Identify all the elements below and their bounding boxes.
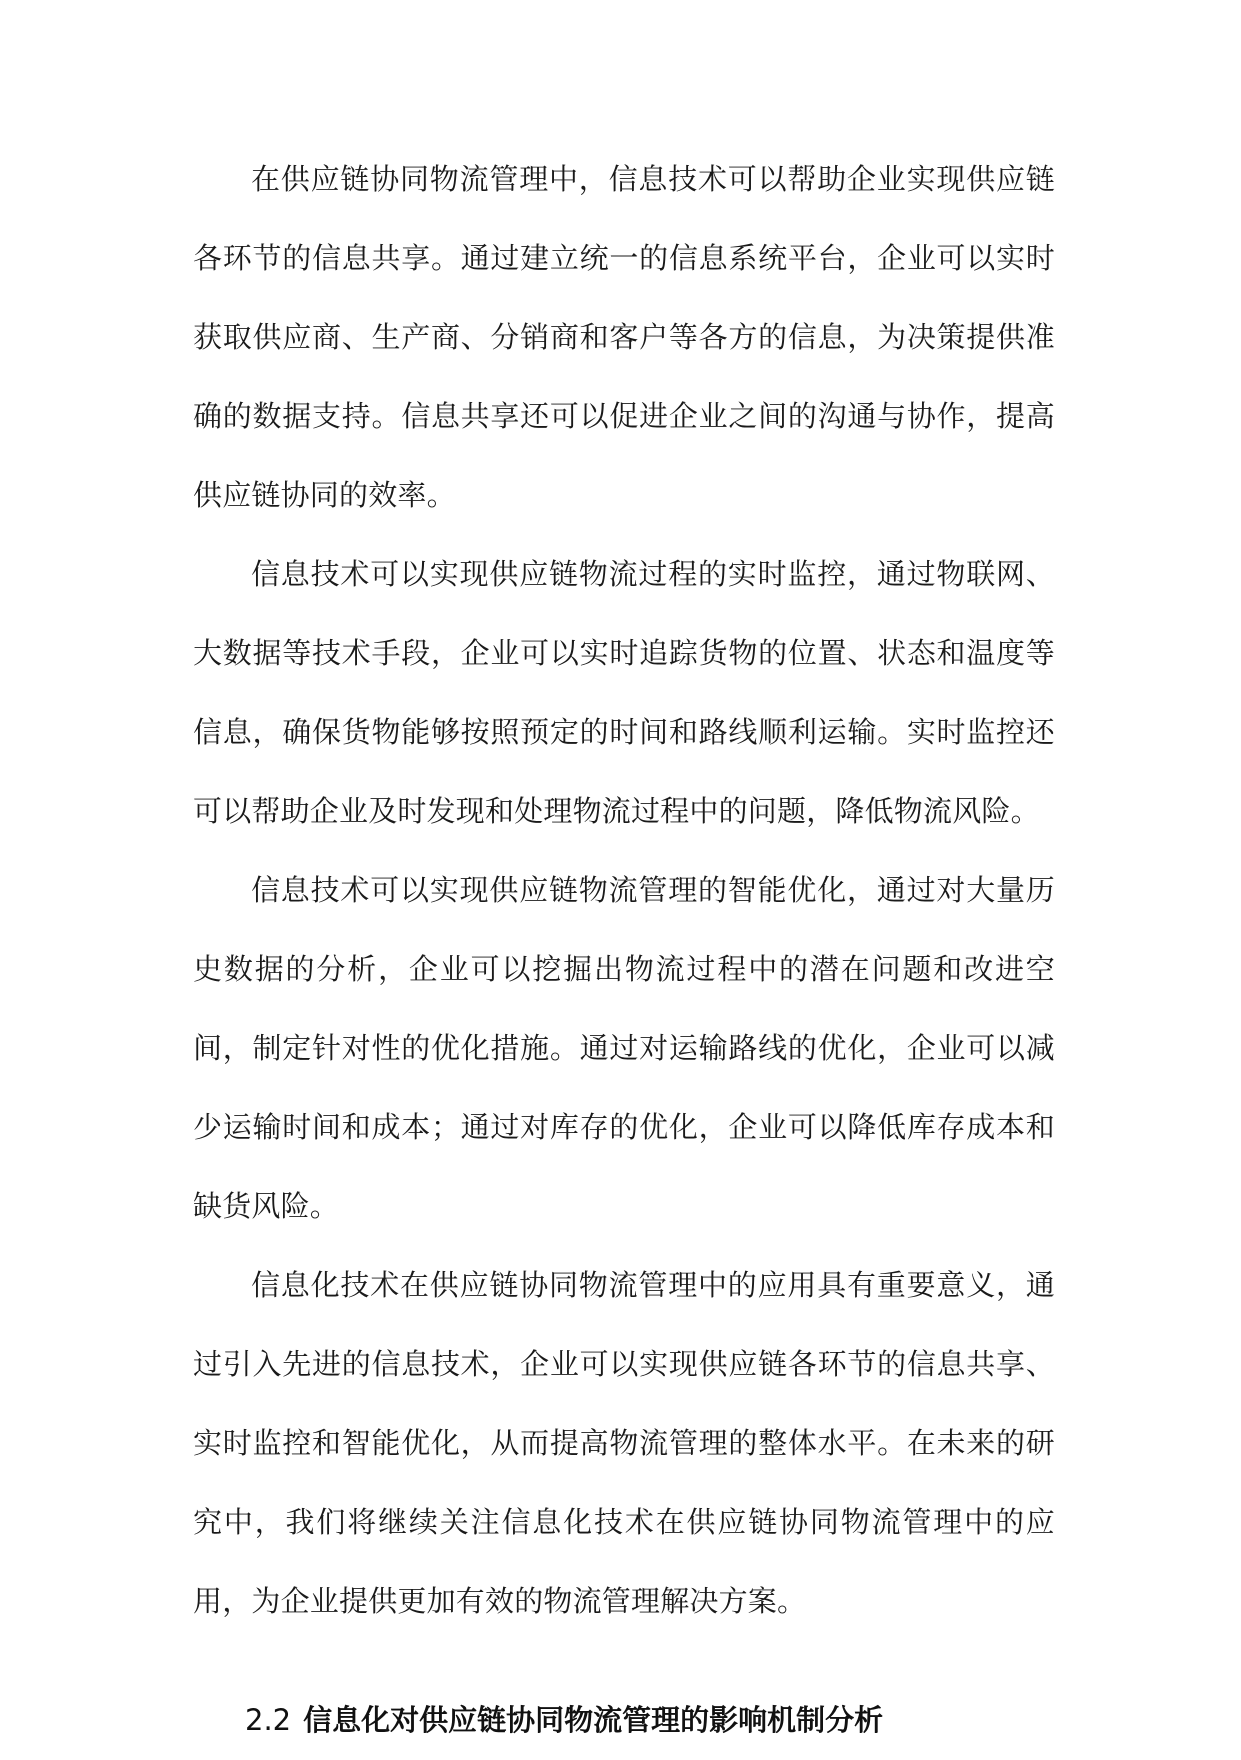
paragraph-conclusion: 信息化技术在供应链协同物流管理中的应用具有重要意义，通过引入先进的信息技术，企业可以实现供应链各环节的信息共享、实时监控和智能优化，从而提高物流管理的整体水平。在未来的研究中，我们将继续关注信息化技术在供应链协同物流管理中的应用，为企业提供更加有效的物流管理解决方案。 xyxy=(193,1268,1055,1618)
paragraph-real-time-monitoring: 信息技术可以实现供应链物流过程的实时监控，通过物联网、大数据等技术手段，企业可以实时追踪货物的位置、状态和温度等信息，确保货物能够按照预定的时间和路线顺利运输。实时监控还可以帮助企业及时发现和处理物流过程中的问题，降低物流风险。 xyxy=(193,557,1055,828)
section-number: 2.2 xyxy=(245,1703,292,1737)
page-content xyxy=(193,140,1055,1760)
section-title: 信息化对供应链协同物流管理的影响机制分析 xyxy=(303,1703,884,1737)
section-heading xyxy=(193,1681,1055,1760)
paragraph-information-sharing: 在供应链协同物流管理中，信息技术可以帮助企业实现供应链各环节的信息共享。通过建立统一的信息系统平台，企业可以实时获取供应商、生产商、分销商和客户等各方的信息，为决策提供准确的数据支持。信息共享还可以促进企业之间的沟通与协作，提高供应链协同的效率。 xyxy=(193,162,1055,512)
paragraph-intelligent-optimization: 信息技术可以实现供应链物流管理的智能优化，通过对大量历史数据的分析，企业可以挖掘出物流过程中的潜在问题和改进空间，制定针对性的优化措施。通过对运输路线的优化，企业可以减少运输时间和成本；通过对库存的优化，企业可以降低库存成本和缺货风险。 xyxy=(193,873,1055,1223)
